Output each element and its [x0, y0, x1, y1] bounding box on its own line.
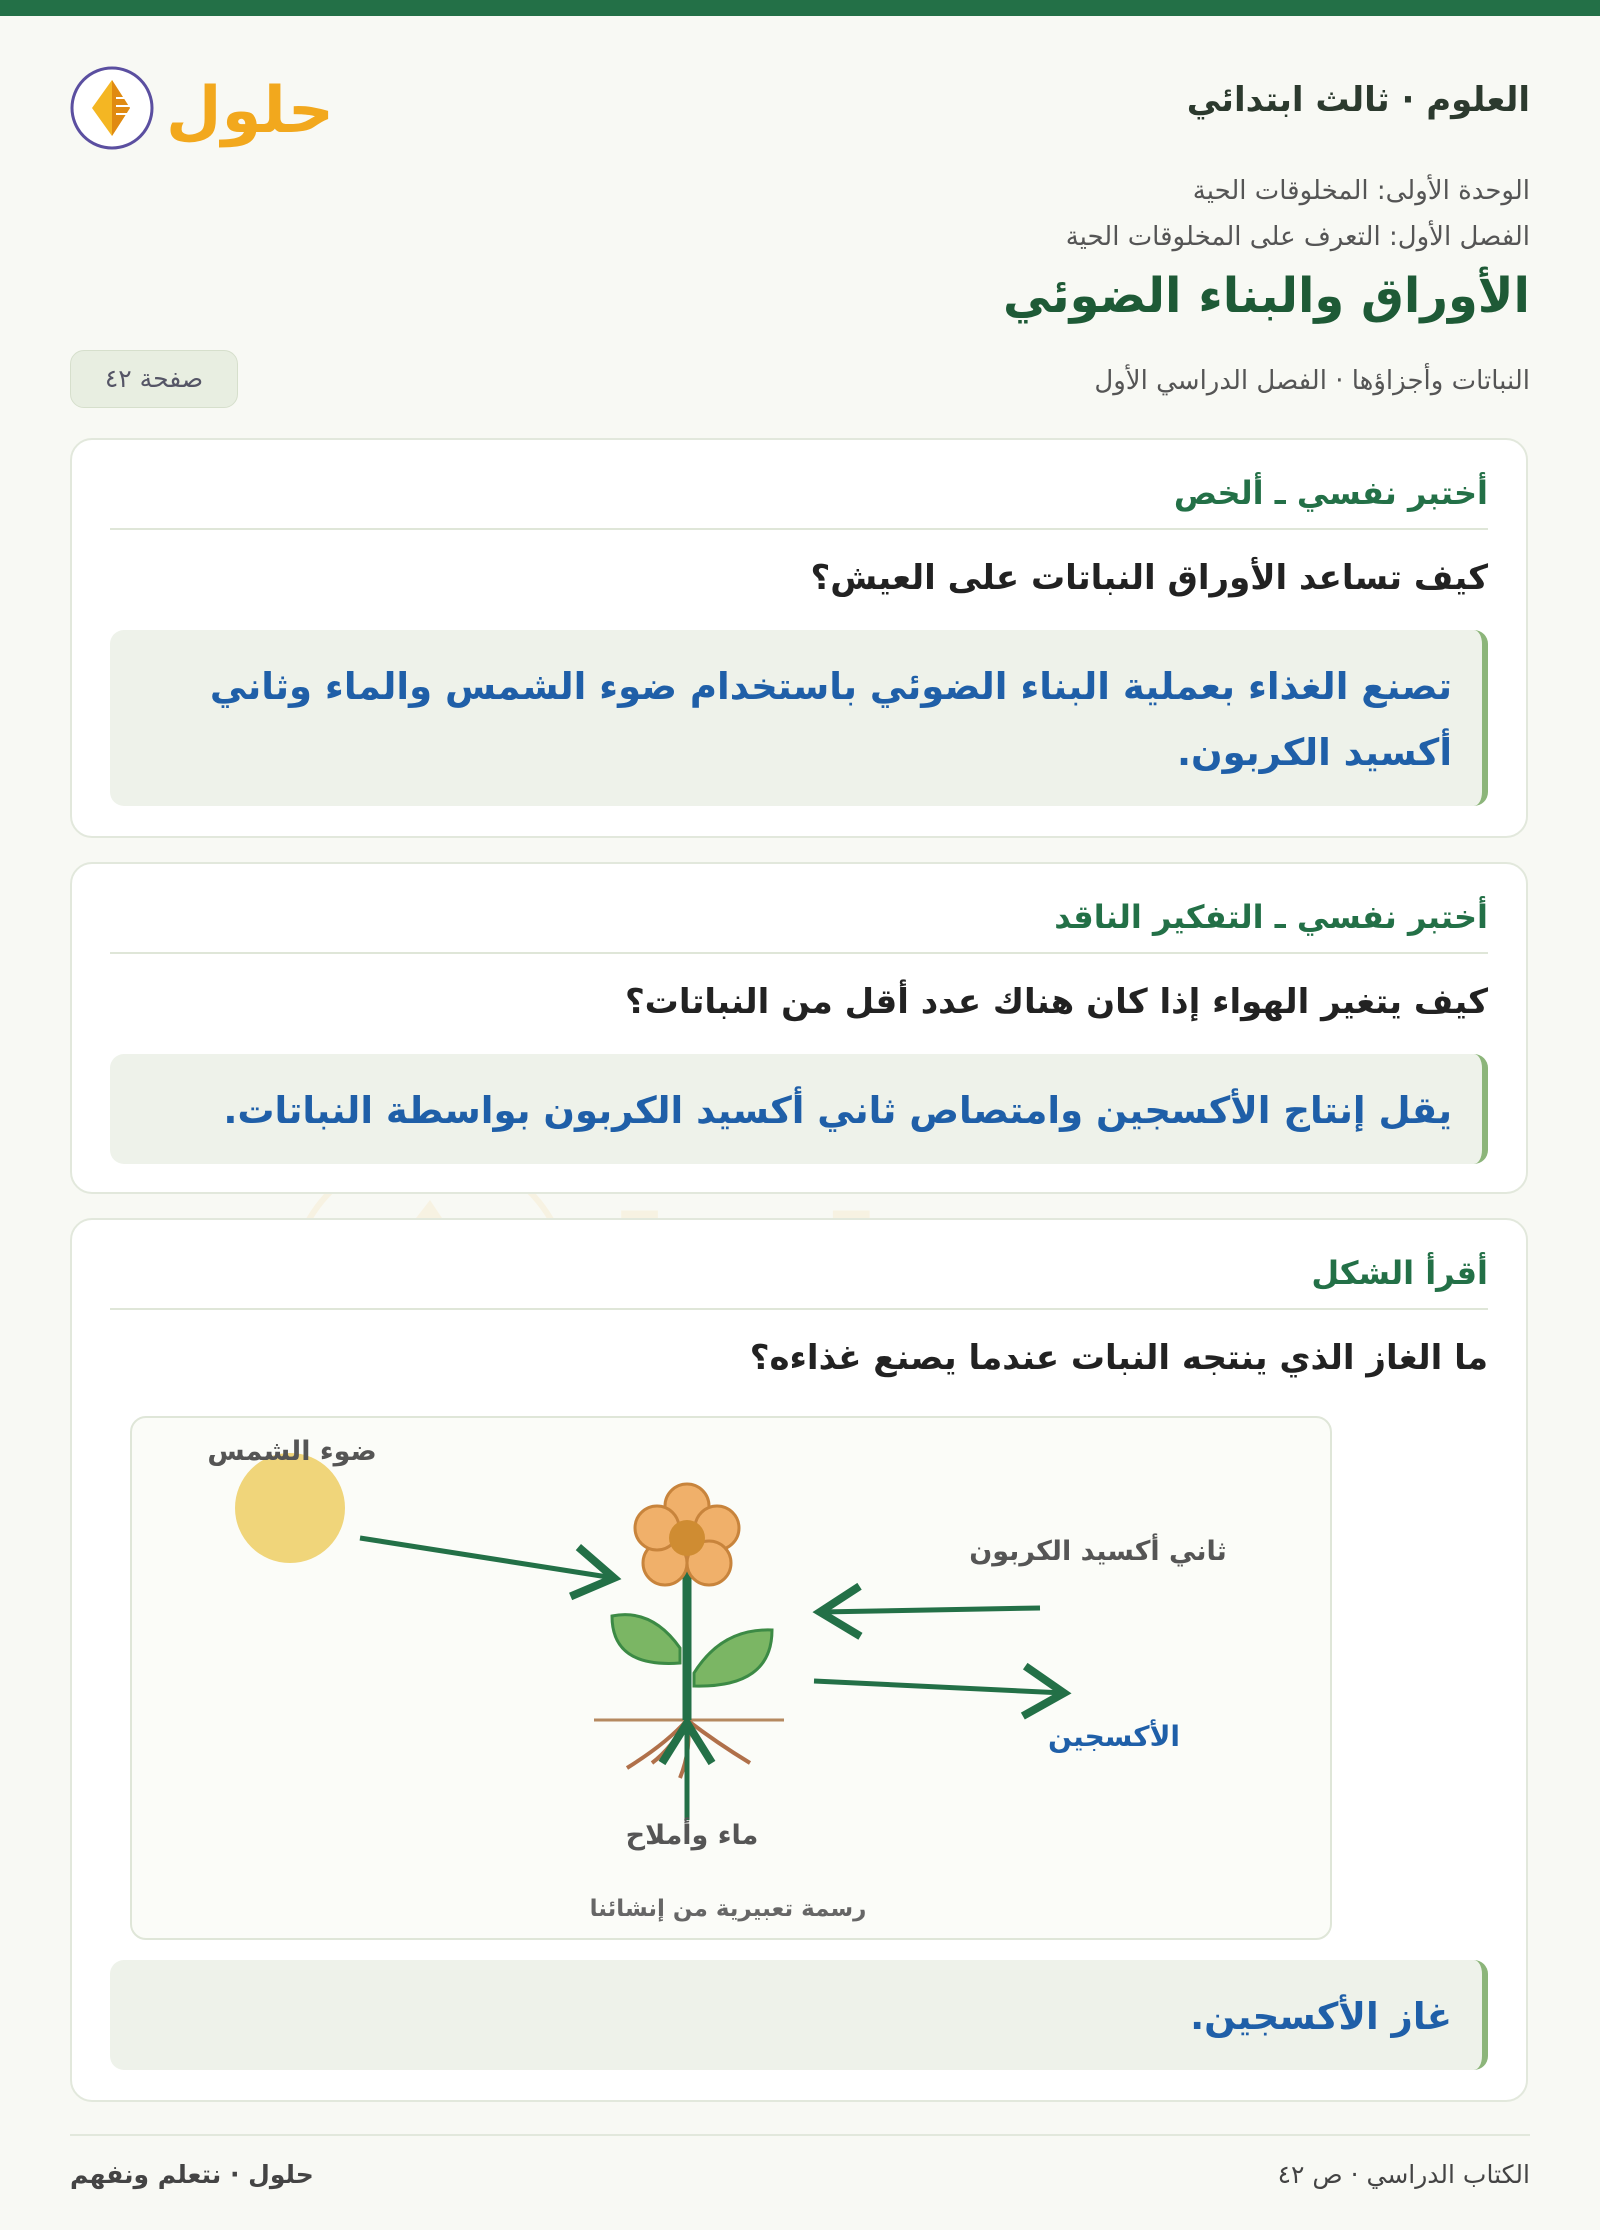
- card-heading: أقرأ الشكل: [1311, 1254, 1488, 1292]
- subject-title: العلوم · ثالث ابتدائي: [1186, 80, 1530, 120]
- top-accent-bar: [0, 0, 1600, 16]
- sunlight-arrow: [360, 1538, 614, 1578]
- water-label: ماء وأملاح: [625, 1820, 759, 1851]
- question-text: كيف تساعد الأوراق النباتات على العيش؟: [810, 558, 1488, 598]
- footer-divider: [70, 2134, 1530, 2136]
- card-divider: [110, 1308, 1488, 1310]
- co2-label: ثاني أكسيد الكربون: [969, 1536, 1227, 1567]
- photosynthesis-diagram: [130, 1416, 1332, 1940]
- diagram-caption: رسمة تعبيرية من إنشائنا: [589, 1896, 867, 1922]
- flower-icon: [635, 1484, 739, 1585]
- unit-label: الوحدة الأولى: المخلوقات الحية: [1192, 176, 1530, 206]
- co2-arrow: [820, 1608, 1040, 1612]
- question-card-critical-thinking: [70, 862, 1528, 1194]
- footer-page-ref: الكتاب الدراسي · ص ٤٢: [1277, 2160, 1530, 2189]
- diagram-canvas: [132, 1418, 1330, 1938]
- question-text: ما الغاز الذي ينتجه النبات عندما يصنع غذاءه؟: [749, 1338, 1488, 1378]
- lesson-title: الأوراق والبناء الضوئي: [1003, 268, 1530, 324]
- answer-box: تصنع الغذاء بعملية البناء الضوئي باستخدام ضوء الشمس والماء وثاني أكسيد الكربون.: [110, 630, 1488, 806]
- oxygen-arrow: [814, 1681, 1064, 1693]
- card-divider: [110, 952, 1488, 954]
- card-divider: [110, 528, 1488, 530]
- right-leaf-icon: [694, 1630, 772, 1686]
- sun-icon: [235, 1453, 345, 1563]
- answer-box: يقل إنتاج الأكسجين وامتصاص ثاني أكسيد الكربون بواسطة النباتات.: [110, 1054, 1488, 1164]
- sun-label: ضوء الشمس: [207, 1436, 377, 1467]
- oxygen-label: الأكسجين: [1047, 1720, 1181, 1753]
- card-heading: أختبر نفسي ـ ألخص: [1173, 474, 1488, 512]
- question-card-summarize: [70, 438, 1528, 838]
- site-logo[interactable]: [70, 50, 340, 160]
- chapter-label: الفصل الأول: التعرف على المخلوقات الحية: [1065, 222, 1530, 252]
- question-text: كيف يتغير الهواء إذا كان هناك عدد أقل من النباتات؟: [624, 982, 1488, 1022]
- left-leaf-icon: [612, 1615, 680, 1664]
- page-number-badge: صفحة ٤٢: [70, 350, 238, 408]
- lesson-subtitle: النباتات وأجزاؤها · الفصل الدراسي الأول: [1094, 366, 1530, 396]
- answer-box: غاز الأكسجين.: [110, 1960, 1488, 2070]
- svg-text:حلول: حلول: [166, 74, 334, 148]
- footer-brand: حلول · نتعلم ونفهم: [70, 2160, 314, 2189]
- card-heading: أختبر نفسي ـ التفكير الناقد: [1054, 898, 1488, 936]
